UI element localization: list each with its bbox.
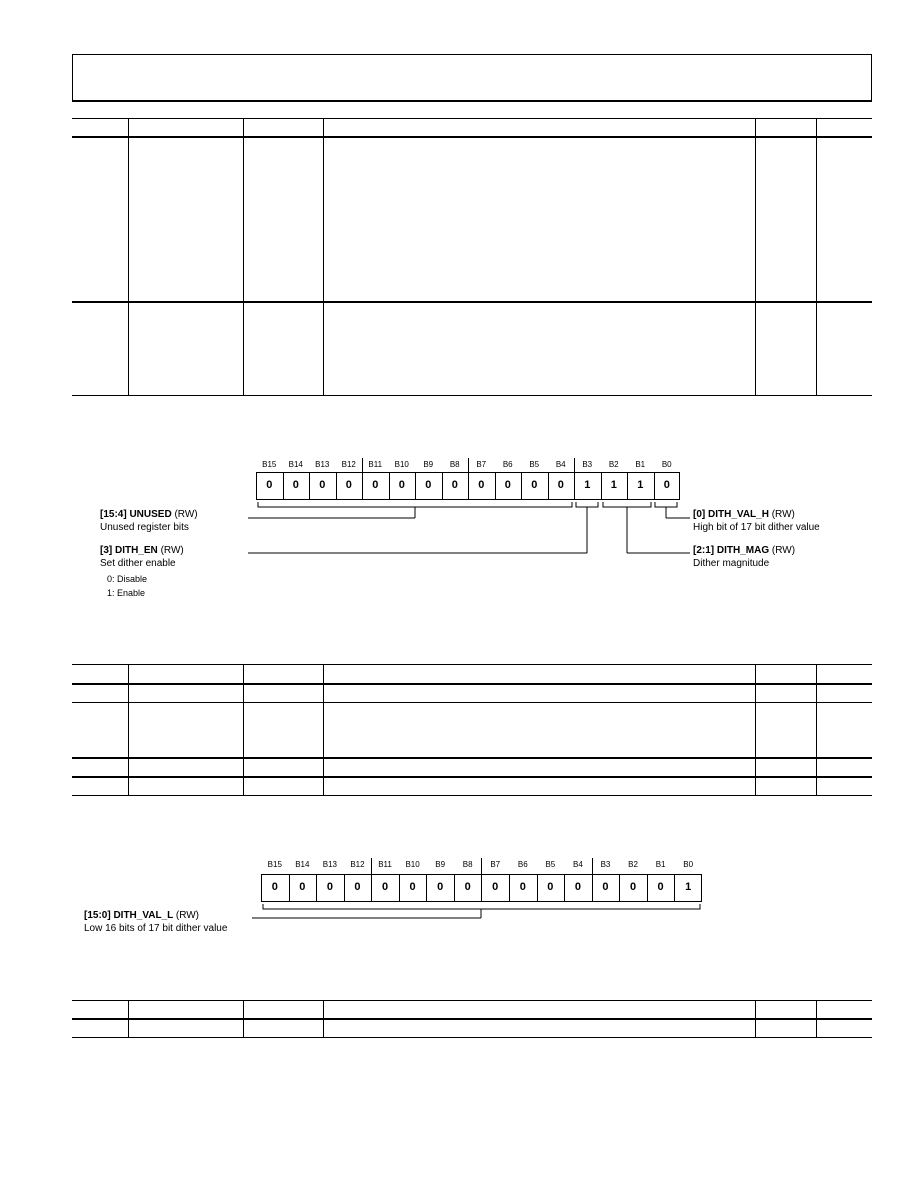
field-unused-desc: Unused register bits — [100, 522, 189, 533]
bit-label-5: B5 — [545, 860, 556, 869]
bit-label-8: B8 — [462, 860, 473, 869]
field-dith-en-option-0: 0: Disable — [107, 574, 148, 584]
bit-value-3: 0 — [602, 881, 609, 893]
bit-value-14: 0 — [292, 479, 299, 491]
bit-label-2: B2 — [628, 860, 638, 869]
bit-value-4: 0 — [574, 881, 581, 893]
bit-label-9: B9 — [435, 860, 446, 869]
bit-value-13: 0 — [326, 881, 333, 893]
bit-value-8: 0 — [464, 881, 471, 893]
bit-value-12: 0 — [345, 479, 352, 491]
bit-label-12: B12 — [341, 460, 356, 469]
bit-value-2: 0 — [629, 881, 637, 893]
bit-label-0: B0 — [661, 460, 672, 469]
bit-label-6: B6 — [517, 860, 528, 869]
bit-label-3: B3 — [600, 860, 611, 869]
bit-value-6: 0 — [504, 479, 511, 491]
bit-value-15: 0 — [271, 881, 278, 893]
bit-value-10: 0 — [398, 479, 405, 491]
bit-label-5: B5 — [529, 460, 540, 469]
bit-label-15: B15 — [262, 460, 277, 469]
bit-value-9: 0 — [437, 881, 444, 893]
field-dith-en-option-1: 1: Enable — [107, 588, 146, 598]
bit-value-11: 0 — [381, 881, 389, 893]
field-dith-val-l-desc: Low 16 bits of 17 bit dither value — [84, 923, 228, 934]
bit-label-11: B11 — [378, 860, 392, 869]
bit-label-10: B10 — [394, 460, 409, 469]
bit-value-6: 0 — [519, 881, 526, 893]
bit-label-13: B13 — [322, 860, 337, 869]
bit-value-12: 0 — [354, 881, 361, 893]
bit-label-14: B14 — [295, 860, 310, 869]
bit-value-7: 0 — [492, 881, 499, 893]
bit-value-3: 1 — [584, 479, 591, 491]
bit-label-0: B0 — [683, 860, 694, 869]
bit-label-1: B1 — [635, 460, 646, 469]
bit-value-8: 0 — [451, 479, 458, 491]
bit-value-15: 0 — [266, 479, 273, 491]
bit-label-9: B9 — [423, 460, 434, 469]
field-dith-val-l-title: [15:0] DITH_VAL_L (RW) — [84, 910, 200, 921]
field-dith-en-desc: Set dither enable — [100, 558, 176, 569]
bit-label-8: B8 — [449, 460, 460, 469]
bit-label-7: B7 — [476, 460, 487, 469]
bit-value-13: 0 — [319, 479, 326, 491]
bit-value-11: 0 — [372, 479, 379, 491]
bit-label-13: B13 — [315, 460, 330, 469]
bit-value-7: 0 — [478, 479, 485, 491]
bit-value-5: 0 — [531, 479, 538, 491]
bit-label-6: B6 — [502, 460, 513, 469]
field-dith-val-h-desc: High bit of 17 bit dither value — [693, 522, 820, 533]
bit-label-15: B15 — [267, 860, 282, 869]
bit-value-0: 1 — [685, 881, 692, 893]
bit-value-5: 0 — [547, 881, 554, 893]
field-dith-mag-title: [2:1] DITH_MAG (RW) — [693, 545, 796, 556]
bit-value-4: 0 — [557, 479, 564, 491]
bit-value-10: 0 — [409, 881, 416, 893]
bit-label-12: B12 — [350, 860, 365, 869]
field-dith-en-title: [3] DITH_EN (RW) — [100, 545, 184, 556]
bit-value-14: 0 — [299, 881, 306, 893]
bit-value-0: 0 — [663, 479, 670, 491]
bit-value-2: 1 — [610, 479, 617, 491]
bit-label-11: B11 — [368, 460, 383, 469]
bit-label-3: B3 — [582, 460, 593, 469]
field-unused-title: [15:4] UNUSED (RW) — [100, 509, 198, 520]
bit-label-4: B4 — [555, 460, 566, 469]
bit-label-10: B10 — [405, 860, 420, 869]
field-dith-val-h-title: [0] DITH_VAL_H (RW) — [693, 509, 795, 520]
bit-label-4: B4 — [573, 860, 583, 869]
bit-label-2: B2 — [608, 460, 619, 469]
bit-value-1: 0 — [657, 881, 664, 893]
bit-label-1: B1 — [655, 860, 666, 869]
field-dith-mag-desc: Dither magnitude — [693, 558, 770, 569]
bit-value-9: 0 — [425, 479, 432, 491]
bit-label-14: B14 — [288, 460, 303, 469]
bit-label-7: B7 — [490, 860, 501, 869]
bit-value-1: 1 — [637, 479, 644, 491]
